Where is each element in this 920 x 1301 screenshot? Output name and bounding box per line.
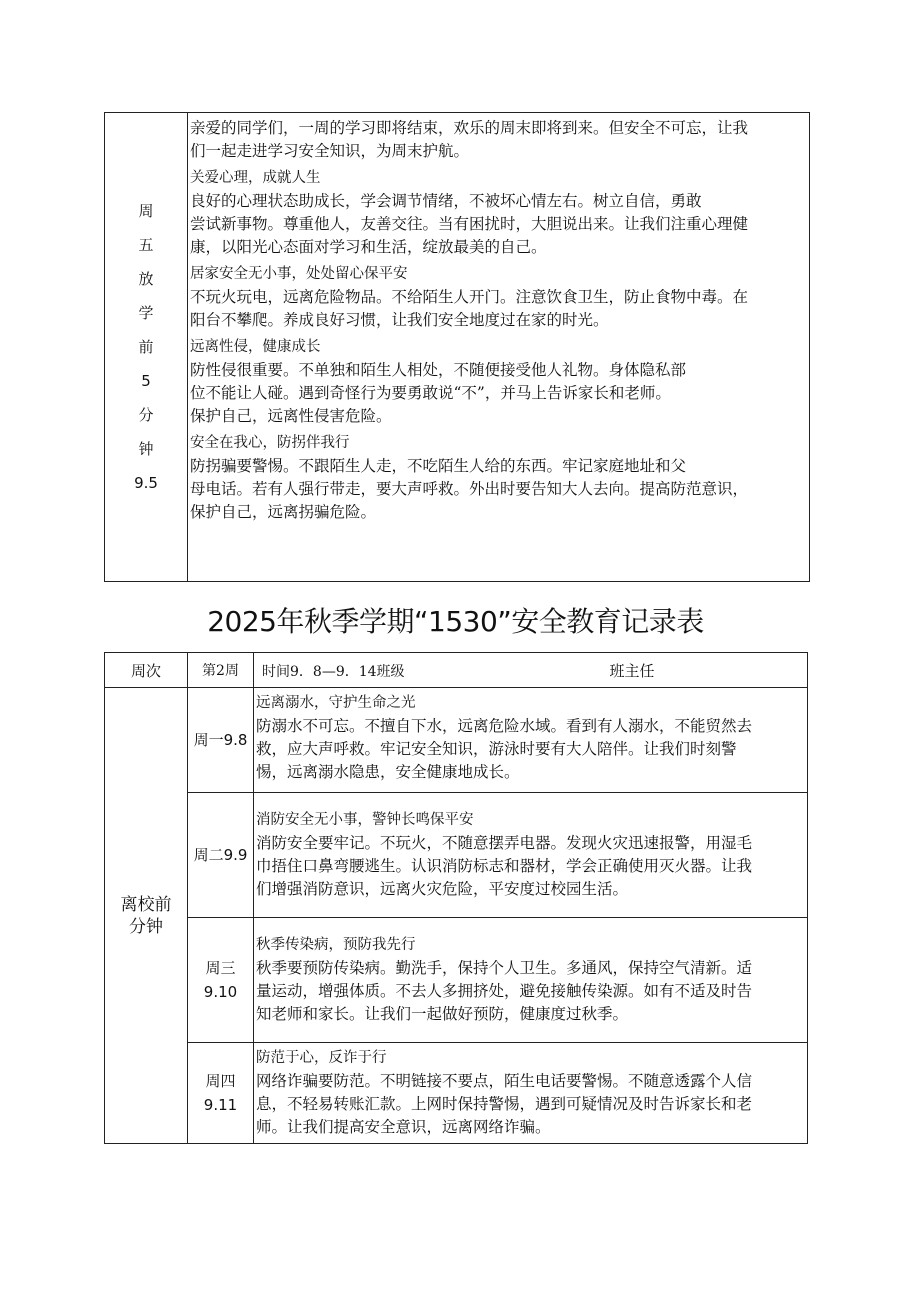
- day-label: 9.11: [203, 1096, 238, 1114]
- teacher-label: 班主任: [609, 661, 655, 680]
- day-cell: [188, 918, 254, 1043]
- day-cell: [188, 688, 254, 793]
- day-label: 周二9.9: [193, 846, 248, 864]
- day-heading: 防范于心，反诈于行: [256, 1050, 387, 1066]
- section-heading: 居家安全无小事，处处留心保平安: [190, 266, 408, 282]
- day-line: 量运动，增强体质。不去人多拥挤处，避免接触传染源。如有不适及时告: [256, 982, 753, 1000]
- side-char: 分: [138, 406, 154, 424]
- section-line: 尝试新事物。尊重他人，友善交往。当有困扰时，大胆说出来。让我们注重心理健: [190, 215, 749, 233]
- day-cell: [188, 1043, 254, 1144]
- section-line: 康，以阳光心态面对学习和生活，绽放最美的自己。: [190, 238, 547, 256]
- day-label: 周三: [205, 959, 236, 977]
- week-value: 第2周: [188, 653, 254, 688]
- time-class-label: 时间9．8—9．14班级: [262, 663, 405, 680]
- day-content: [254, 793, 808, 918]
- day-content: [254, 1043, 808, 1144]
- section-heading: 安全在我心，防拐伴我行: [190, 435, 350, 451]
- day-line: 秋季要预防传染病。勤洗手，保持个人卫生。多通风，保持空气清新。适: [256, 959, 753, 977]
- side-char: 9.5: [134, 474, 158, 492]
- side-char: 5: [141, 372, 151, 390]
- day-line: 巾捂住口鼻弯腰逃生。认识消防标志和器材，学会正确使用灭火器。让我: [256, 857, 753, 875]
- day-content: [254, 918, 808, 1043]
- section-heading: 远离性侵，健康成长: [190, 339, 321, 355]
- day-line: 知老师和家长。让我们一起做好预防，健康度过秋季。: [256, 1005, 629, 1023]
- day-line: 网络诈骗要防范。不明链接不要点，陌生电话要警惕。不随意透露个人信: [256, 1072, 753, 1090]
- section-heading: 关爱心理，成就人生: [190, 170, 321, 186]
- day-heading: 消防安全无小事，警钟长鸣保平安: [256, 812, 474, 828]
- day-label: 周四: [205, 1072, 236, 1090]
- section-line: 良好的心理状态助成长，学会调节情绪，不被坏心情左右。树立自信，勇敢: [190, 192, 702, 210]
- weekly-record-table: [104, 652, 808, 1144]
- side-label-line: 离校前: [120, 894, 172, 915]
- section-line: 防性侵很重要。不单独和陌生人相处，不随便接受他人礼物。身体隐私部: [190, 361, 687, 379]
- day-line: 息，不轻易转账汇款。上网时保持警惕，遇到可疑情况及时告诉家长和老: [256, 1095, 753, 1113]
- day-line: 们增强消防意识，远离火灾危险，平安度过校园生活。: [256, 880, 629, 898]
- table-row: [105, 688, 808, 793]
- day-content: [254, 688, 808, 793]
- side-label-line: 分钟: [129, 916, 163, 937]
- friday-content: [188, 113, 810, 582]
- week-label: 周次: [105, 653, 188, 688]
- header-row: [105, 653, 808, 688]
- day-line: 惕，远离溺水隐患，安全健康地成长。: [256, 763, 520, 781]
- section-line: 不玩火玩电，远离危险物品。不给陌生人开门。注意饮食卫生，防止食物中毒。在: [190, 288, 749, 306]
- day-cell: [188, 793, 254, 918]
- section-line: 阳台不攀爬。养成良好习惯，让我们安全地度过在家的时光。: [190, 311, 609, 329]
- header-info: [254, 653, 808, 688]
- side-char: 放: [138, 270, 154, 288]
- day-label: 周一9.8: [193, 731, 248, 749]
- day-heading: 远离溺水，守护生命之光: [256, 695, 416, 711]
- side-char: 五: [138, 236, 154, 254]
- day-heading: 秋季传染病，预防我先行: [256, 937, 416, 953]
- intro-line: 亲爱的同学们，一周的学习即将结束，欢乐的周末即将到来。但安全不可忘，让我: [190, 119, 749, 137]
- table-row: [105, 918, 808, 1043]
- section-line: 母电话。若有人强行带走，要大声呼救。外出时要告知大人去向。提高防范意识，: [190, 480, 749, 498]
- day-line: 消防安全要牢记。不玩火，不随意摆弄电器。发现火灾迅速报警，用湿毛: [256, 834, 753, 852]
- friday-safety-table: [104, 112, 810, 582]
- section-line: 保护自己，远离拐骗危险。: [190, 503, 377, 521]
- side-label: [105, 688, 188, 1144]
- side-char: 前: [138, 338, 154, 356]
- side-char: 钟: [138, 440, 154, 458]
- section-line: 防拐骗要警惕。不跟陌生人走，不吃陌生人给的东西。牢记家庭地址和父: [190, 457, 687, 475]
- day-line: 防溺水不可忘。不擅自下水，远离危险水域。看到有人溺水，不能贸然去: [256, 717, 753, 735]
- day-line: 师。让我们提高安全意识，远离网络诈骗。: [256, 1118, 551, 1136]
- section-line: 位不能让人碰。遇到奇怪行为要勇敢说“不”，并马上告诉家长和老师。: [190, 384, 671, 402]
- side-char: 学: [138, 304, 154, 322]
- page-title: 2025年秋季学期“1530”安全教育记录表: [207, 605, 704, 638]
- section-line: 保护自己，远离性侵害危险。: [190, 407, 392, 425]
- table-row: [105, 1043, 808, 1144]
- table-row: [105, 793, 808, 918]
- day-label: 9.10: [203, 983, 238, 1001]
- friday-side-label: [105, 113, 188, 582]
- side-char: 周: [138, 202, 154, 220]
- intro-line: 们一起走进学习安全知识，为周末护航。: [190, 142, 470, 160]
- day-line: 救，应大声呼救。牢记安全知识，游泳时要有大人陪伴。让我们时刻警: [256, 740, 737, 758]
